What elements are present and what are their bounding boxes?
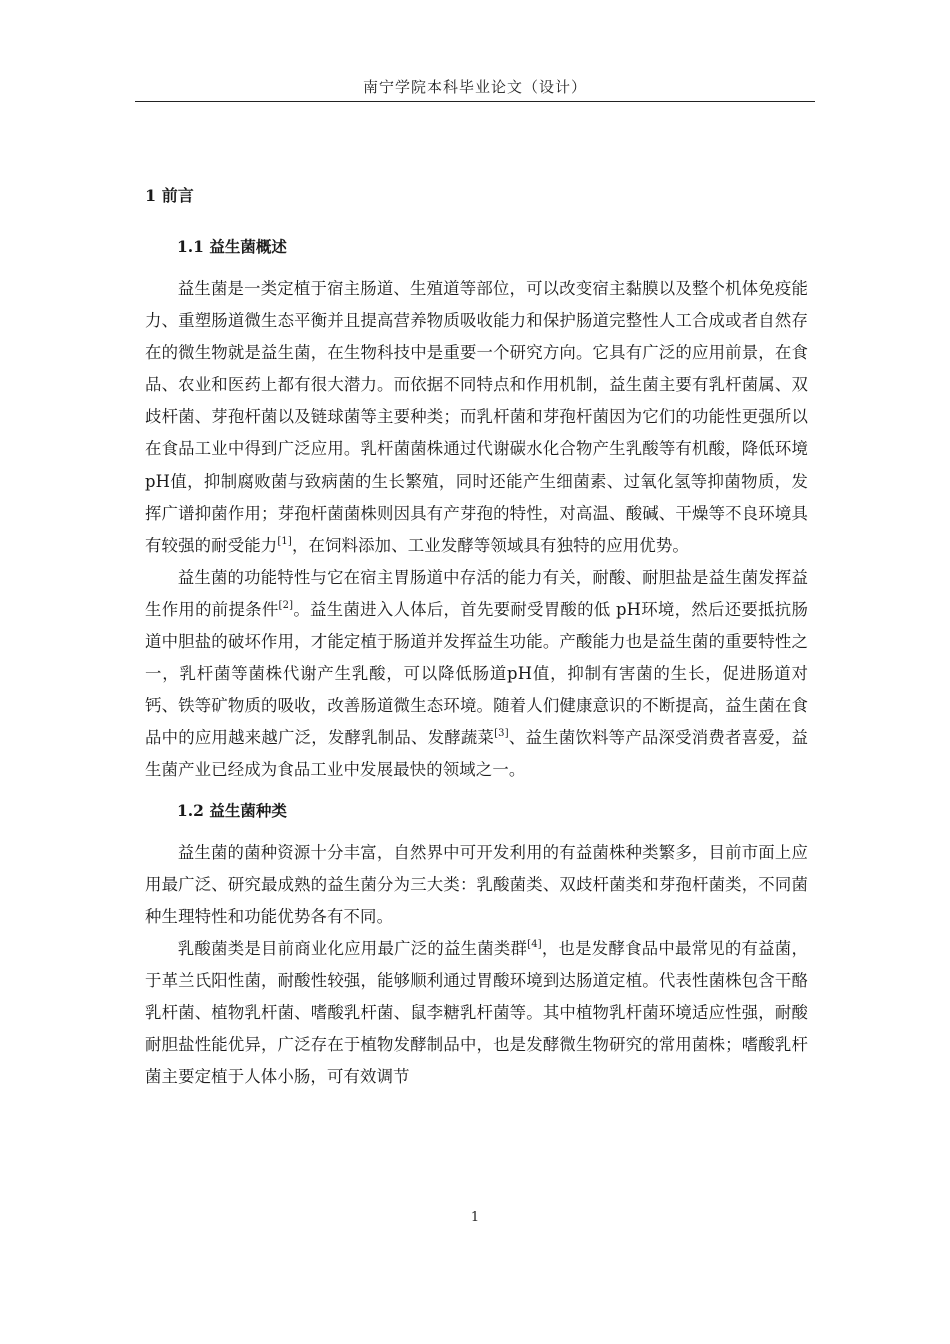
paragraph-types-2 (145, 933, 808, 1093)
text-run: 。益生菌进入人体后，首先要耐受胃酸的低 pH环境，然后还要抵抗肠道中胆盐的破坏作用，才能定植于肠道并发挥益生功能。产酸能力也是益生菌的重要特性之一，乳杆菌等菌株代谢产生乳酸，可以降低肠道pH值，抑制有害菌的生长，促进肠道对钙、铁等矿物质的吸收，改善肠道微生态环境。随着人们健康意识的不断提高，益生菌在食品中的应用越来越广泛，发酵乳制品、发酵蔬菜 (145, 599, 809, 748)
subsection-title-overview: 1.1 益生菌概述 (177, 237, 287, 256)
body-text (145, 180, 808, 1093)
paragraph-types-1: 益生菌的菌种资源十分丰富，自然界中可开发利用的有益菌株种类繁多，目前市面上应用最广泛、研究最成熟的益生菌分为三大类：乳酸菌类、双歧杆菌类和芽孢杆菌类，不同菌种生理特性和功能优势各有不同。 (145, 842, 808, 926)
text-run: 益生菌是一类定植于宿主肠道、生殖道等部位，可以改变宿主黏膜以及整个机体免疫能力、重塑肠道微生态平衡并且提高营养物质吸收能力和保护肠道完整性人工合成或者自然存在的微生物就是益生菌，在生物科技中是重要一个研究方向。它具有广泛的应用前景，在食品、农业和医药上都有很大潜力。而依据不同特点和作用机制，益生菌主要有乳杆菌属、双歧杆菌、芽孢杆菌以及链球菌等主要种类；而乳杆菌和芽孢杆菌因为它们的功能性更强所以在食品工业中得到广泛应用。乳杆菌菌株通过代谢碳水化合物产生乳酸等有机酸，降低环境pH值，抑制腐败菌与致病菌的生长繁殖，同时还能产生细菌素、过氧化氢等抑菌物质，发挥广谱抑菌作用；芽孢杆菌菌株则因具有产芽孢的特性，对高温、酸碱、干燥等不良环境具有较强的耐受能力 (145, 279, 808, 555)
paragraph-overview-2 (145, 562, 808, 787)
citation-ref: [4] (527, 938, 542, 950)
header-rule (135, 101, 815, 102)
citation-ref: [3] (494, 728, 509, 740)
citation-ref: [1] (277, 535, 292, 547)
subsection-title-types: 1.2 益生菌种类 (177, 800, 287, 820)
citation-ref: [2] (278, 599, 294, 611)
page-number: 1 (470, 1210, 480, 1225)
section-title-introduction: 1 前言 (145, 186, 194, 205)
text-run: ，也是发酵食品中最常见的有益菌，于革兰氏阳性菌，耐酸性较强，能够顺利通过胃酸环境到达肠道定植。代表性菌株包含干酪乳杆菌、植物乳杆菌、嗜酸乳杆菌、鼠李糖乳杆菌等。其中植物乳杆菌环境适应性强，耐酸耐胆盐性能优异，广泛存在于植物发酵制品中，也是发酵微生物研究的常用菌株；嗜酸乳杆菌主要定植于人体小肠，可有效调节 (145, 938, 808, 1087)
paragraph-overview-1 (145, 273, 808, 562)
text-run: 益生菌的功能特性与它在宿主胃肠道中存活的能力有关，耐酸、耐胆盐是益生菌发挥益生作用的前提条件 (145, 567, 808, 619)
text-run: ，在饲料添加、工业发酵等领域具有独特的应用优势。 (291, 535, 689, 555)
running-header: 南宁学院本科毕业论文（设计） (362, 78, 587, 96)
text-run: 、益生菌饮料等产品深受消费者喜爱，益生菌产业已经成为食品工业中发展最快的领域之一。 (145, 728, 808, 780)
text-run: 乳酸菌类是目前商业化应用最广泛的益生菌类群 (177, 938, 528, 958)
